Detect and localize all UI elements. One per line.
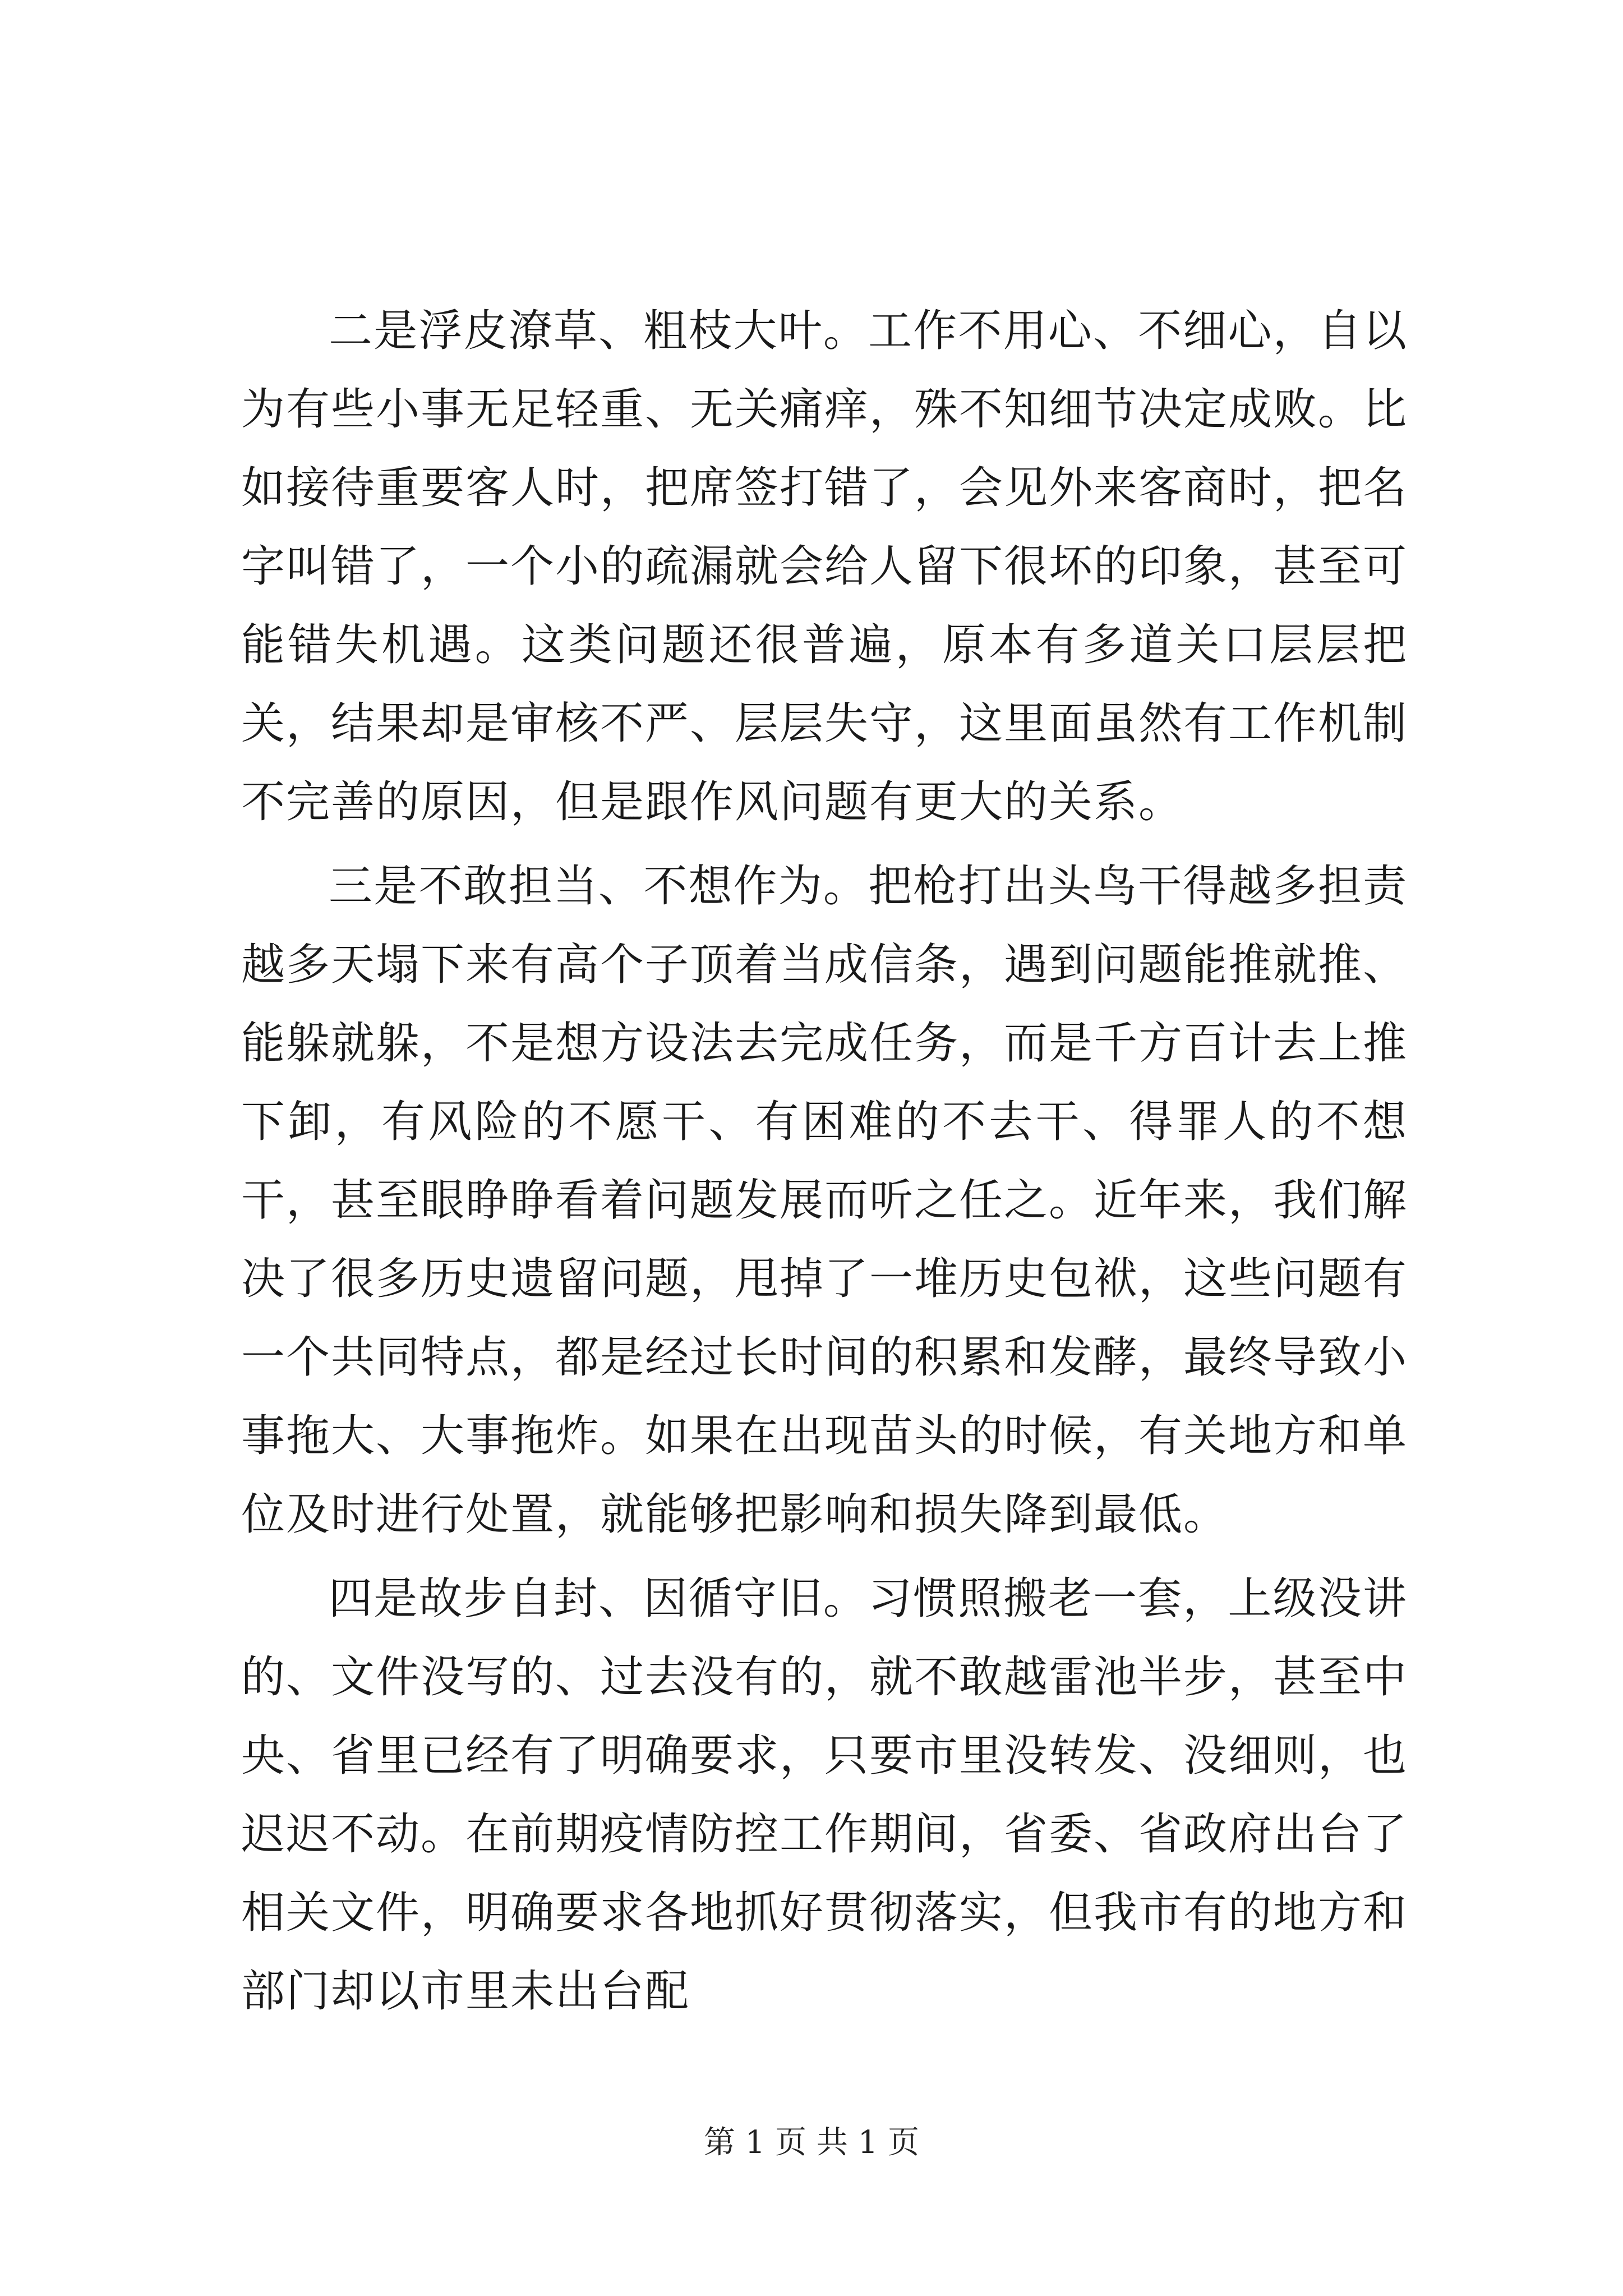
paragraph-4: 四是故步自封、因循守旧。习惯照搬老一套，上级没讲的、文件没写的、过去没有的，就不敢越雷池半步，甚至中央、省里已经有了明确要求，只要市里没转发、没细则，也迟迟不动。在前期疫情防控工作期间，省委、省政府出台了相关文件，明确要求各地抓好贯彻落实，但我市有的地方和部门却以市里未出台配 bbox=[241, 1573, 1408, 2017]
paragraph-3: 三是不敢担当、不想作为。把枪打出头鸟干得越多担责越多天塌下来有高个子顶着当成信条，遇到问题能推就推、能躲就躲，不是想方设法去完成任务，而是千方百计去上推下卸，有风险的不愿干、有困难的不去干、得罪人的不想干，甚至眼睁睁看着问题发展而听之任之。近年来，我们解决了很多历史遗留问题，甩掉了一堆历史包袱，这些问题有一个共同特点，都是经过长时间的积累和发酵，最终导致小事拖大、大事拖炸。如果在出现苗头的时候，有关地方和单位及时进行处置，就能够把影响和损失降到最低。 bbox=[241, 861, 1408, 1540]
paragraph-2: 二是浮皮潦草、粗枝大叶。工作不用心、不细心，自以为有些小事无足轻重、无关痛痒，殊不知细节决定成败。比如接待重要客人时，把席签打错了，会见外来客商时，把名字叫错了，一个小的疏漏就会给人留下很坏的印象，甚至可能错失机遇。这类问题还很普遍，原本有多道关口层层把关，结果却是审核不严、层层失守，这里面虽然有工作机制不完善的原因，但是跟作风问题有更大的关系。 bbox=[241, 306, 1408, 827]
page-footer: 第 1 页 共 1 页 bbox=[703, 2124, 920, 2161]
document-body bbox=[241, 292, 1408, 2036]
